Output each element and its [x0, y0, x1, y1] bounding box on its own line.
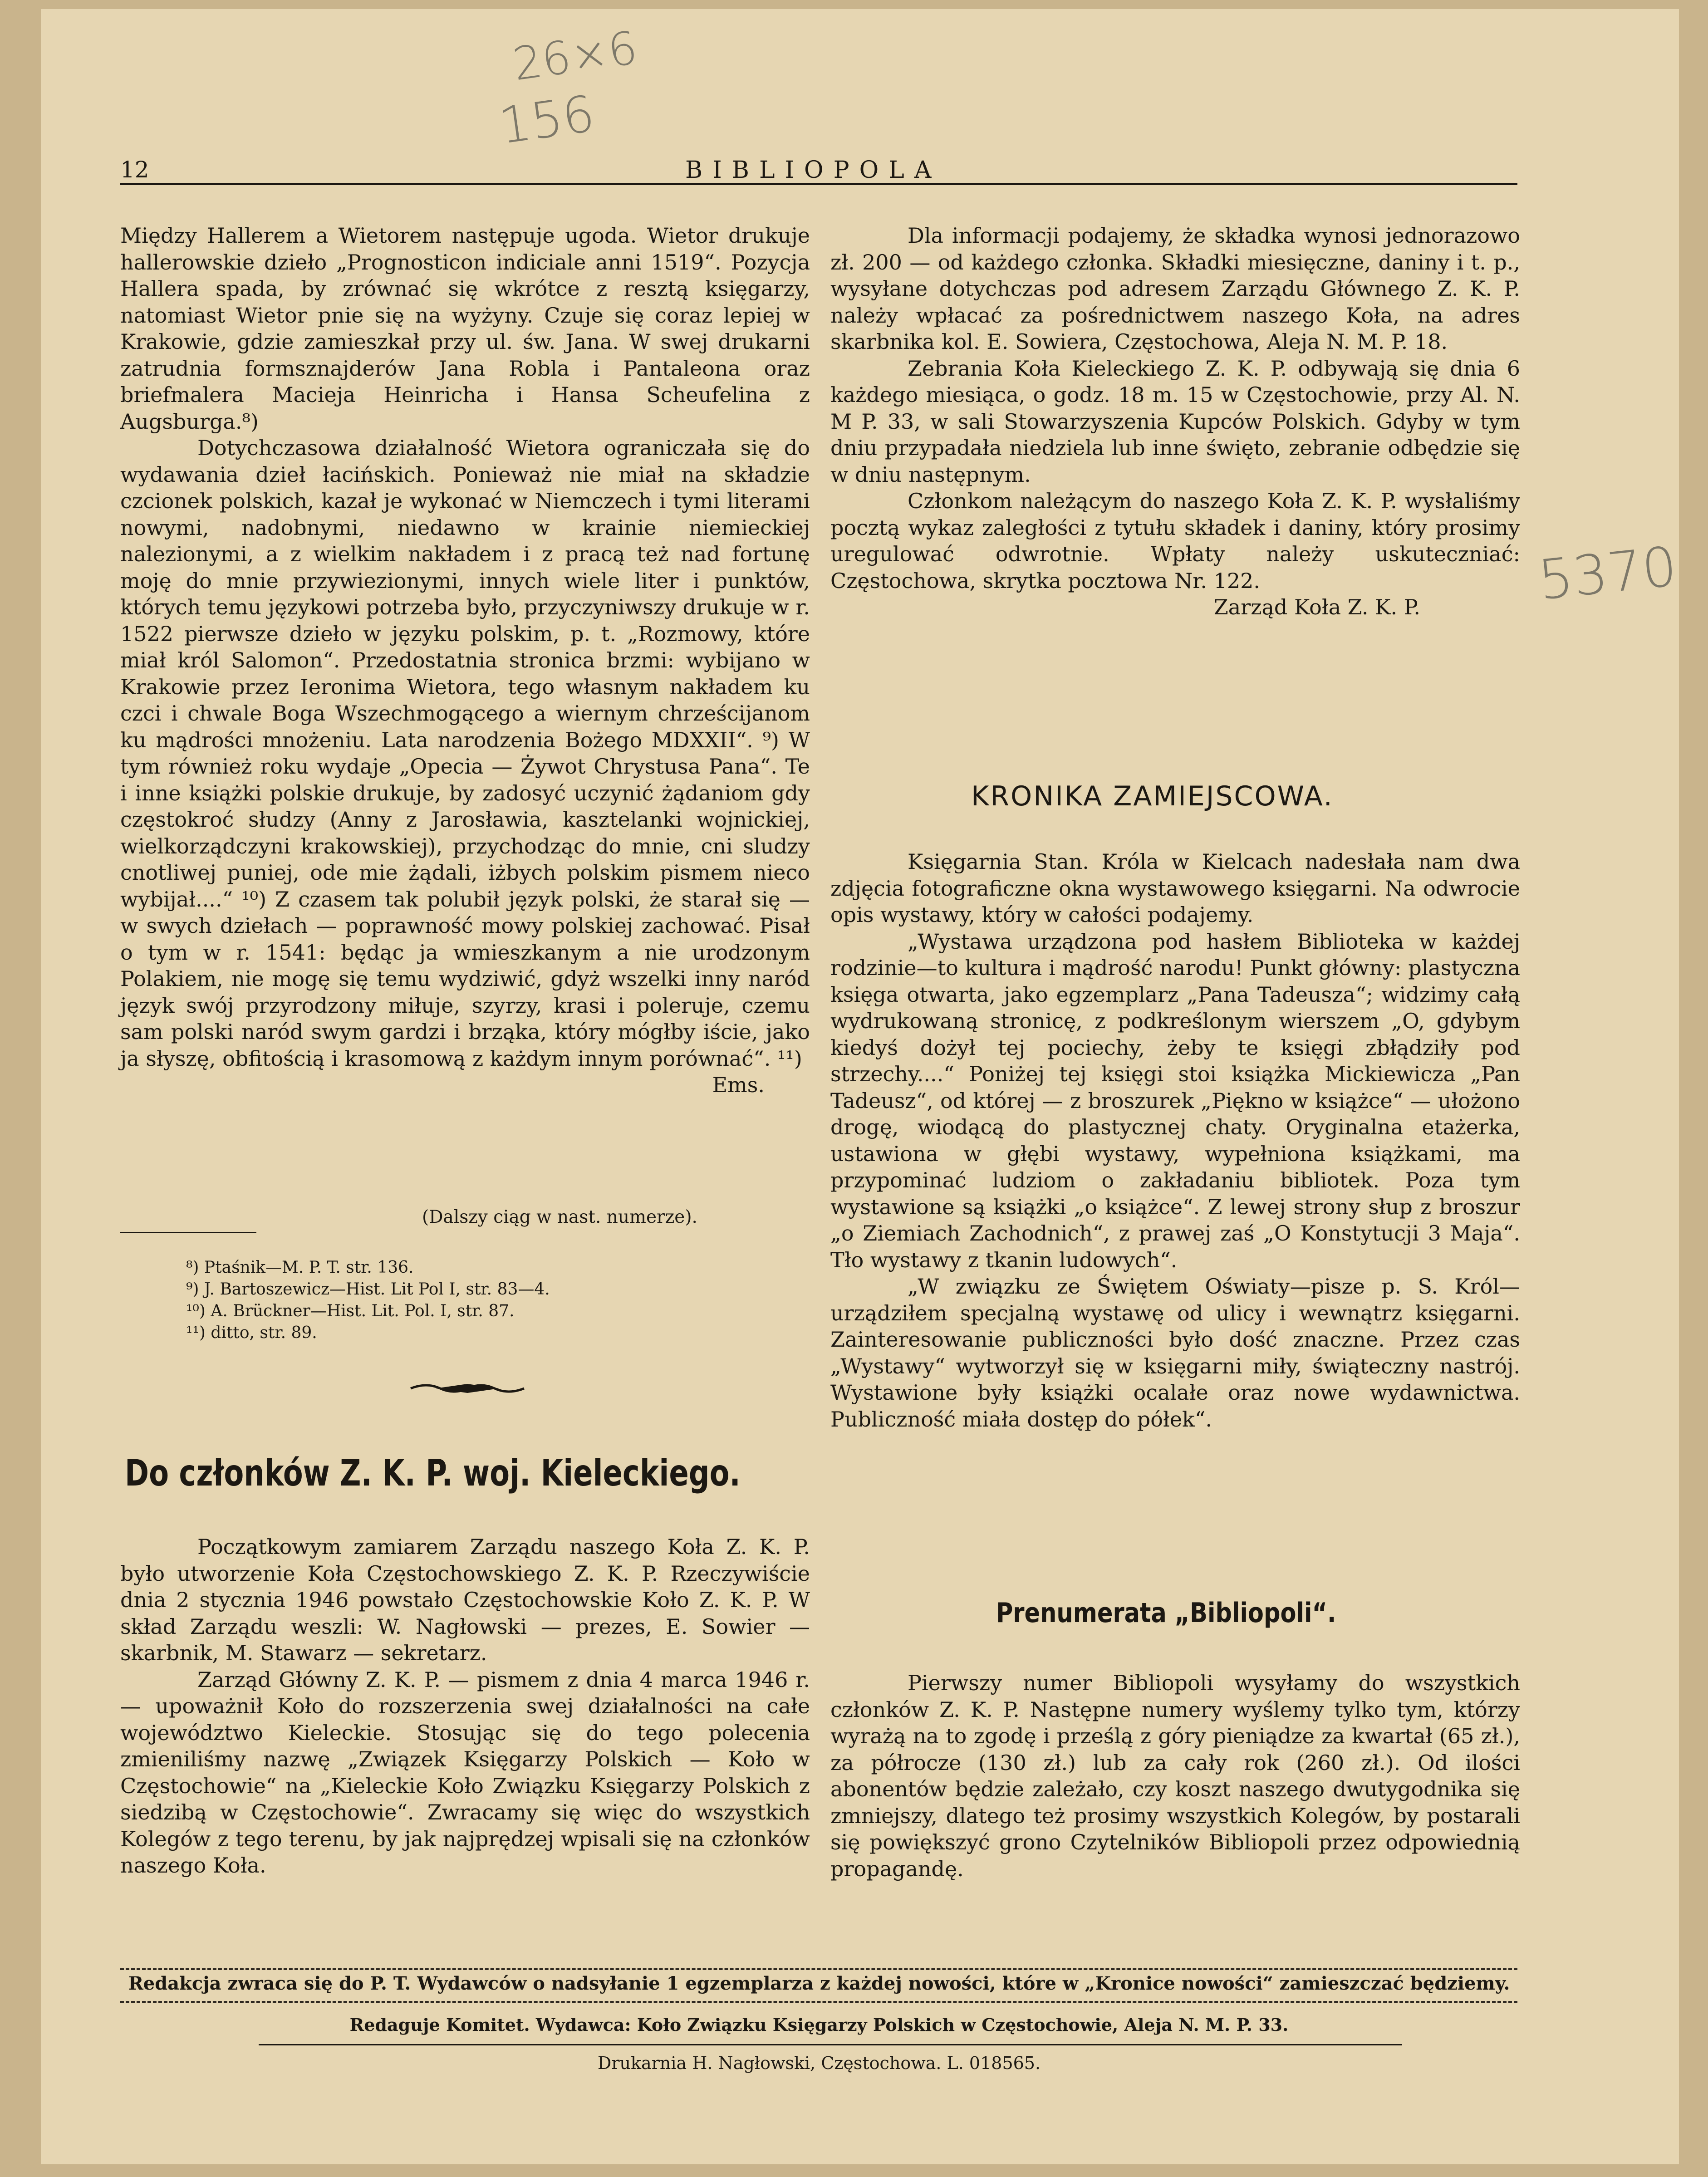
footer-dashed-rule: [120, 2001, 1517, 2003]
footnote: ¹⁰) A. Brückner—Hist. Lit. Pol. I, str. 87.: [186, 1302, 515, 1320]
kronika-section: [830, 848, 1520, 1432]
pencil-note-top: 26×6: [510, 21, 641, 91]
prenumerata-section: [830, 1670, 1520, 1882]
footnotes: [186, 1257, 550, 1344]
continued-note: (Dalszy ciąg w nast. numerze).: [422, 1207, 697, 1227]
members-paragraph: Zarząd Główny Z. K. P. — pismem z dnia 4 marca 1946 r. — upoważnił Koło do rozszerzenia swej działalności na całe województwo Kieleckie. Stosując się do tego polecenia zmieniliśmy nazwę „Związek Księgarzy Polskich — Koło w Częstochowie“ na „Kieleckie Koło Związku Księgarzy Polskich z siedzibą w Częstochowie“. Zwracamy się więc do wszystkich Kolegów z tego terenu, by jak najprędzej wpisali się na członków naszego Koła.: [120, 1667, 810, 1878]
section-heading-members: Do członków Z. K. P. woj. Kieleckiego.: [125, 1452, 741, 1494]
footer-editor: Redaguje Komitet. Wydawca: Koło Związku Księgarzy Polskich w Częstochowie, Aleja N. M. P. 33.: [349, 2015, 1289, 2035]
section-heading-kronika: KRONIKA ZAMIEJSCOWA.: [971, 780, 1334, 812]
members-section: [120, 1534, 810, 1879]
author-signature: Ems.: [712, 1073, 765, 1097]
journal-title: BIBLIOPOLA: [685, 157, 942, 184]
right-paragraph: Członkom należącym do naszego Koła Z. K. P. wysłaliśmy pocztą wykaz zaległości z tytułu składek i daniny, który prosimy uregulować odwrotnie. Wpłaty należy uskuteczniać: Częstochowa, skrytka pocztowa Nr. 122.: [830, 489, 1520, 593]
kronika-paragraph: „Wystawa urządzona pod hasłem Biblioteka w każdej rodzinie—to kultura i mądrość narodu! Punkt główny: plastyczna księga otwarta, jako egzemplarz „Pana Tadeusza“; widzimy całą wydrukowaną stronicę, z podkreślonym wierszem „O, gdybym kiedyś dożył tej pociechy, żeby te księgi zbłądziły pod strzechy....“ Poniżej tej księgi stoi książka Mickiewicza „Pan Tadeusz“, od której — z broszurek „Piękno w książce“ — ułożono drogę, wiodącą do plastycznej chaty. Oryginalna etażerka, ustawiona w głębi wystawy, wypełniona książkami, ma przypominać ludziom o zakładaniu bibliotek. Poza tym wystawione są książki „o książce“. Z lewej strony słup z broszur „o Ziemiach Zachodnich“, z prawej zaś „O Konstytucji 3 Maja“. Tło wystawy z tkanin ludowych“.: [830, 929, 1520, 1272]
left-paragraph: Dotychczasowa działalność Wietora ograniczała się do wydawania dzieł łacińskich. Ponieważ nie miał na składzie czcionek polskich, kazał je wykonać w Niemczech i tymi literami nowymi, nadobnymi, niedawno w krainie niemieckiej nalezionymi, a z wielkim nakładem i z pracą też nad fortunę moję do mnie przywiezionymi, innych wiele liter i punktów, których temu językowi potrzeba było, przyczyniwszy drukuje w r. 1522 pierwsze dzieło w języku polskim, p. t. „Rozmowy, które miał król Salomon“. Przedostatnia stronica brzmi: wybijano w Krakowie przez Ieronima Wietora, tego własnym nakładem ku czci i chwale Boga Wszechmogącego a wiernym chrześcijanom ku mądrości mnożeniu. Lata narodzenia Bożego MDXXII“. ⁹) W tym również roku wydaje „Opecia — Żywot Chrystusa Pana“. Te i inne książki polskie drukuje, by zadosyć uczynić żądaniom gdy częstokroć słudzy (Anny z Jarosławia, kasztelanki wojnickiej, wielkorządczyni krakowskiej), przychodząc do mnie, cni sludzy cnotliwej puniej, ode mie żądali, iżbych polskim pismem nieco wybijał....“ ¹⁰) Z czasem tak polubił język polski, że starał się — w swych dziełach — poprawność mowy polskiej zachować. Pisał o tym w r. 1541: będąc ja wmieszkanym a nie urodzonym Polakiem, nie mogę się temu wydziwić, gdyż wszelki inny naród język swój przyrodzony miłuje, szyrzy, krasi i poleruje, czemu sam polski naród swym gardzi i brząka, który mógłby iście, jako ja słyszę, obfitością i krasomową z każdym innym porównać“. ¹¹): [120, 436, 810, 1071]
pencil-note-side: 5370: [1535, 535, 1680, 613]
right-paragraph: Dla informacji podajemy, że składka wynosi jednorazowo zł. 200 — od każdego członka. Składki miesięczne, daniny i t. p., wysyłane dotychczas pod adresem Zarządu Głównego Z. K. P. należy wpłacać za pośrednictwem naszego Koła, na adres skarbnika kol. E. Sowiera, Częstochowa, Aleja N. M. P. 18.: [830, 223, 1520, 354]
footer-dashed-rule: [120, 1968, 1517, 1970]
footnote: ¹¹) ditto, str. 89.: [186, 1324, 317, 1342]
board-signature: Zarząd Koła Z. K. P.: [1213, 595, 1420, 619]
kronika-paragraph: „W związku ze Świętem Oświaty—pisze p. S. Król—urządziłem specjalną wystawę od ulicy i wewnątrz księgarni. Zainteresowanie publiczności było dość znaczne. Przez czas „Wystawy“ wytworzył się w księgarni miły, świąteczny nastrój. Wystawione były książki ocalałe oraz nowe wydawnictwa. Publiczność miała dostęp do półek“.: [830, 1274, 1520, 1432]
right-paragraph: Zebrania Koła Kieleckiego Z. K. P. odbywają się dnia 6 każdego miesiąca, o godz. 18 m. 15 w Częstochowie, przy Al. N. M P. 33, w sali Stowarzyszenia Kupców Polskich. Gdyby w tym dniu przypadała niedziela lub inne święto, zebranie odbędzie się w dniu następnym.: [830, 356, 1520, 487]
section-heading-prenumerata: Prenumerata „Bibliopoli“.: [996, 1597, 1336, 1629]
kronika-paragraph: Księgarnia Stan. Króla w Kielcach nadesłała nam dwa zdjęcia fotograficzne okna wystawowego księgarni. Na odwrocie opis wystawy, który w całości podajemy.: [830, 849, 1520, 927]
members-paragraph: Początkowym zamiarem Zarządu naszego Koła Z. K. P. było utworzenie Koła Częstochowskiego Z. K. P. Rzeczywiście dnia 2 stycznia 1946 powstało Częstochowskie Koło Z. K. P. W skład Zarządu weszli: W. Nagłowski — prezes, E. Sowier — skarbnik, M. Stawarz — sekretarz.: [120, 1535, 810, 1665]
left-paragraph: Między Hallerem a Wietorem następuje ugoda. Wietor drukuje hallerowskie dzieło „Prognosticon indiciale anni 1519“. Pozycja Hallera spada, by zrównać się wkrótce z resztą księgarzy, natomiast Wietor pnie się na wyżyny. Czuje się coraz lepiej w Krakowie, gdzie zamieszkał przy ul. św. Jana. W swej drukarni zatrudnia formsznajderów Jana Robla i Pantaleona oraz briefmalera Macieja Heinricha i Hansa Scheufelina z Augsburga.⁸): [120, 223, 810, 434]
ornament-divider: [408, 1379, 526, 1397]
footer-notice: Redakcja zwraca się do P. T. Wydawców o nadsyłanie 1 egzemplarza z każdej nowości, które w „Kronice nowości“ zamieszczać będziemy.: [128, 1973, 1510, 1994]
footer-rule: [259, 2044, 1402, 2045]
prenumerata-paragraph: Pierwszy numer Bibliopoli wysyłamy do wszystkich członków Z. K. P. Następne numery wyślemy tylko tym, którzy wyrażą na to zgodę i prześlą z góry pieniądze za kwartał (65 zł.), za półrocze (130 zł.) lub za cały rok (260 zł.). Od ilości abonentów będzie zależało, czy koszt naszego dwutygodnika się zmniejszy, dlatego też prosimy wszystkich Kolegów, by postarali się powiększyć grono Czytelników Bibliopoli przez odpowiednią propagandę.: [830, 1671, 1520, 1881]
right-column: [830, 222, 1520, 621]
footer-printer: Drukarnia H. Nagłowski, Częstochowa. L. 018565.: [597, 2053, 1041, 2073]
header-rule: [120, 183, 1517, 185]
footnote: ⁹) J. Bartoszewicz—Hist. Lit Pol I, str. 83—4.: [186, 1280, 550, 1299]
footnote-rule: [120, 1232, 256, 1233]
footnote: ⁸) Ptaśnik—M. P. T. str. 136.: [186, 1258, 414, 1277]
page-number: 12: [120, 157, 149, 183]
pencil-note-middle: 156: [496, 84, 598, 155]
left-column: [120, 222, 810, 1098]
